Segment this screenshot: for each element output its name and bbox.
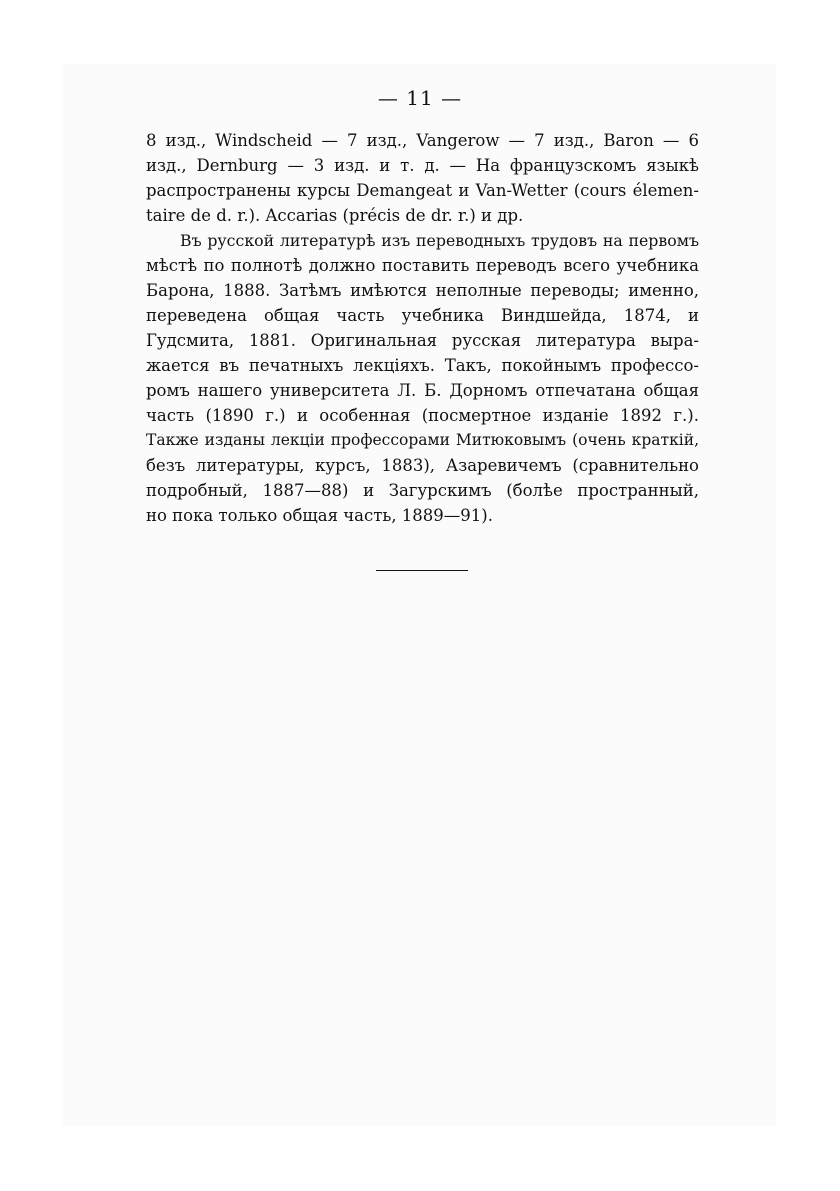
text-line: переведена общая часть учебника Виндшейда, 1874, и xyxy=(146,306,699,325)
text-line: Также изданы лекціи профессорами Митюковымъ (очень краткій, xyxy=(146,431,699,449)
body-text xyxy=(146,128,699,528)
text-line: мѣстѣ по полнотѣ должно поставить переводъ всего учебника xyxy=(146,256,699,275)
text-line: Барона, 1888. Затѣмъ имѣются неполные переводы; именно, xyxy=(146,281,699,300)
text-line: часть (1890 г.) и особенная (посмертное изданіе 1892 г.). xyxy=(146,406,699,425)
text-line: Гудсмита, 1881. Оригинальная русская литература выра- xyxy=(146,331,699,350)
text-line: распространены курсы Demangeat и Van-Wetter (cours élemen- xyxy=(146,181,699,200)
page-number: — 11 — xyxy=(377,86,463,110)
text-line: безъ литературы, курсъ, 1883), Азаревичемъ (сравнительно xyxy=(146,456,699,475)
text-line: taire de d. r.). Accarias (précis de dr. r.) и др. xyxy=(146,206,524,225)
section-divider-rule xyxy=(376,570,468,571)
paragraph-1 xyxy=(146,128,699,228)
text-line: но пока только общая часть, 1889—91). xyxy=(146,506,493,525)
text-line: ромъ нашего университета Л. Б. Дорномъ отпечатана общая xyxy=(146,381,699,400)
text-line: изд., Dernburg — 3 изд. и т. д. — На французскомъ языкѣ xyxy=(146,156,699,175)
text-line: Въ русской литературѣ изъ переводныхъ трудовъ на первомъ xyxy=(180,231,699,250)
paragraph-2 xyxy=(146,228,699,528)
text-line: 8 изд., Windscheid — 7 изд., Vangerow — 7 изд., Baron — 6 xyxy=(146,131,699,150)
text-line: жается въ печатныхъ лекціяхъ. Такъ, покойнымъ профессо- xyxy=(146,356,699,375)
text-line: подробный, 1887—88) и Загурскимъ (болѣе пространный, xyxy=(146,481,699,500)
